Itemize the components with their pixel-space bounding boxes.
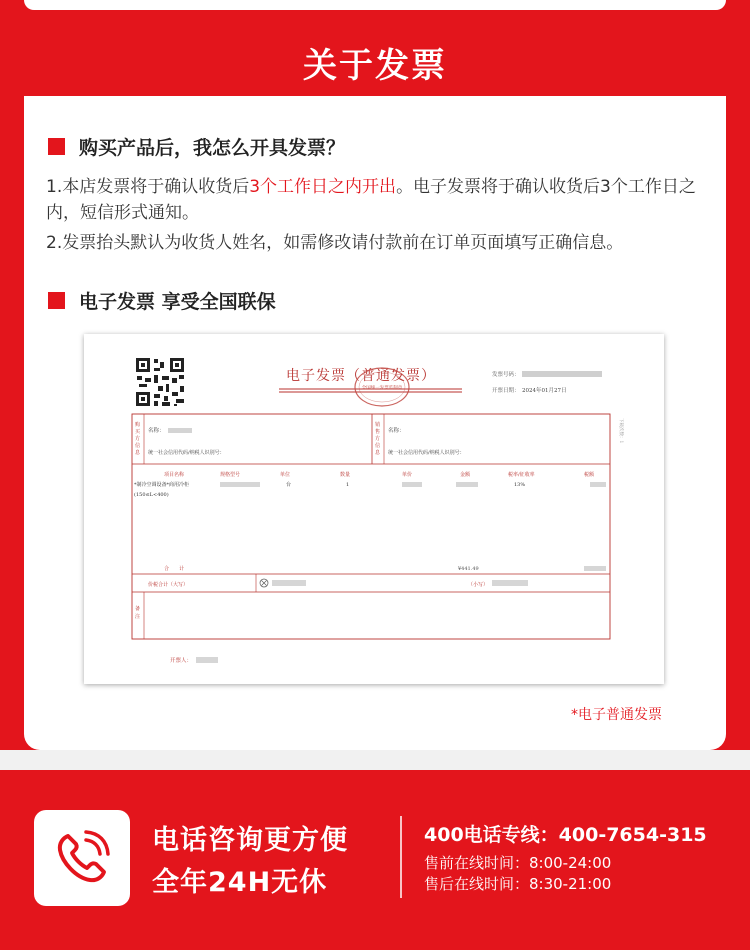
top-card-edge: [24, 0, 726, 10]
rule1-text-after: 。电子发票将于确认收货后3个工作日之内，短信形式通知。: [46, 177, 696, 223]
small-label: （小写）: [468, 582, 489, 588]
blurred-issuer: [196, 657, 218, 663]
slogan-line-2: 全年24H无休: [152, 867, 328, 898]
banner-title: 关于发票: [303, 46, 447, 86]
rule1-text: 1.本店发票将于确认收货后: [46, 177, 250, 197]
col-tax: 税额: [584, 472, 595, 478]
col-item-name: 项目名称: [164, 472, 185, 478]
footer-divider: [400, 816, 402, 898]
qr-code-icon: [136, 358, 184, 406]
item-sub: (150≤L<400): [134, 492, 169, 498]
side-text: 下载次数：1: [618, 418, 623, 444]
slogan-line-1: 电话咨询更方便: [152, 825, 348, 856]
blurred-tax: [590, 482, 606, 487]
col-amount: 金额: [460, 472, 471, 478]
blurred-buyer-name: [168, 428, 192, 433]
blurred-invoice-no: [522, 371, 602, 377]
blurred-small-amount: [492, 580, 528, 586]
total-amount: ¥441.49: [458, 566, 479, 572]
item-unit: 台: [286, 482, 292, 488]
blurred-spec: [220, 482, 260, 487]
invoice-image: [84, 334, 664, 684]
blurred-price: [402, 482, 422, 487]
tax-total-label: 价税合计（大写）: [148, 582, 189, 588]
invoice-rule-1: [46, 174, 716, 226]
col-spec: 规格型号: [220, 472, 241, 478]
contact-footer: [0, 770, 750, 950]
buyer-taxid-label: 统一社会信用代码/纳税人识别号：: [148, 450, 225, 456]
col-price: 单价: [402, 472, 413, 478]
total-label: 合 计: [164, 566, 185, 572]
buyer-name-label: 名称：: [148, 428, 165, 434]
invoice-title: 电子发票（普通发票）: [286, 368, 436, 384]
section-heading-e-invoice: [48, 288, 276, 312]
gap-strip: [0, 750, 750, 770]
blurred-amount-words: [272, 580, 306, 586]
presale-hours: 售前在线时间：8:00-24:00: [424, 854, 612, 872]
banner: [0, 36, 750, 96]
buyer-vertical-label: 购买方信息: [135, 422, 141, 456]
invoice-rule-2: 2.发票抬头默认为收货人姓名，如需修改请付款前在订单页面填写正确信息。: [46, 233, 624, 253]
col-tax-rate: 税率/征收率: [508, 472, 535, 478]
invoice-drawing: [84, 334, 664, 684]
date-label: 开票日期：: [492, 388, 520, 394]
phone-icon: [50, 826, 114, 890]
item-tax-rate: 13%: [514, 482, 526, 488]
col-qty: 数量: [340, 472, 351, 478]
seller-vertical-label: 销售方信息: [375, 422, 381, 456]
section-title: 电子发票 享受全国联保: [79, 290, 276, 313]
item-name: *制冷空调设备*商用冷柜: [134, 482, 190, 488]
rule1-highlight: 3个工作日之内开出: [249, 177, 397, 197]
section-title: 购买产品后，我怎么开具发票？: [79, 136, 346, 159]
issuer-label: 开票人：: [170, 658, 193, 664]
section-square-icon: [48, 138, 65, 155]
hotline-number[interactable]: 400电话专线：400-7654-315: [424, 824, 707, 846]
seal-text: 全国统一发票监制章: [361, 386, 403, 391]
aftersale-hours: 售后在线时间：8:30-21:00: [424, 875, 612, 893]
date-value: 2024年01月27日: [522, 388, 567, 394]
content-card: [24, 96, 726, 750]
remarks-vertical-label: 备注: [135, 606, 141, 620]
section-square-icon: [48, 292, 65, 309]
blurred-total-tax: [584, 566, 606, 571]
section-heading-issue-invoice: [48, 134, 345, 158]
invoice-caption: *电子普通发票: [571, 707, 662, 723]
col-unit: 单位: [280, 472, 291, 478]
item-qty: 1: [346, 482, 350, 488]
seller-taxid-label: 统一社会信用代码/纳税人识别号：: [388, 450, 465, 456]
invoice-no-label: 发票号码：: [492, 372, 520, 378]
phone-button[interactable]: [34, 810, 130, 906]
blurred-amount: [456, 482, 478, 487]
seller-name-label: 名称：: [388, 428, 405, 434]
